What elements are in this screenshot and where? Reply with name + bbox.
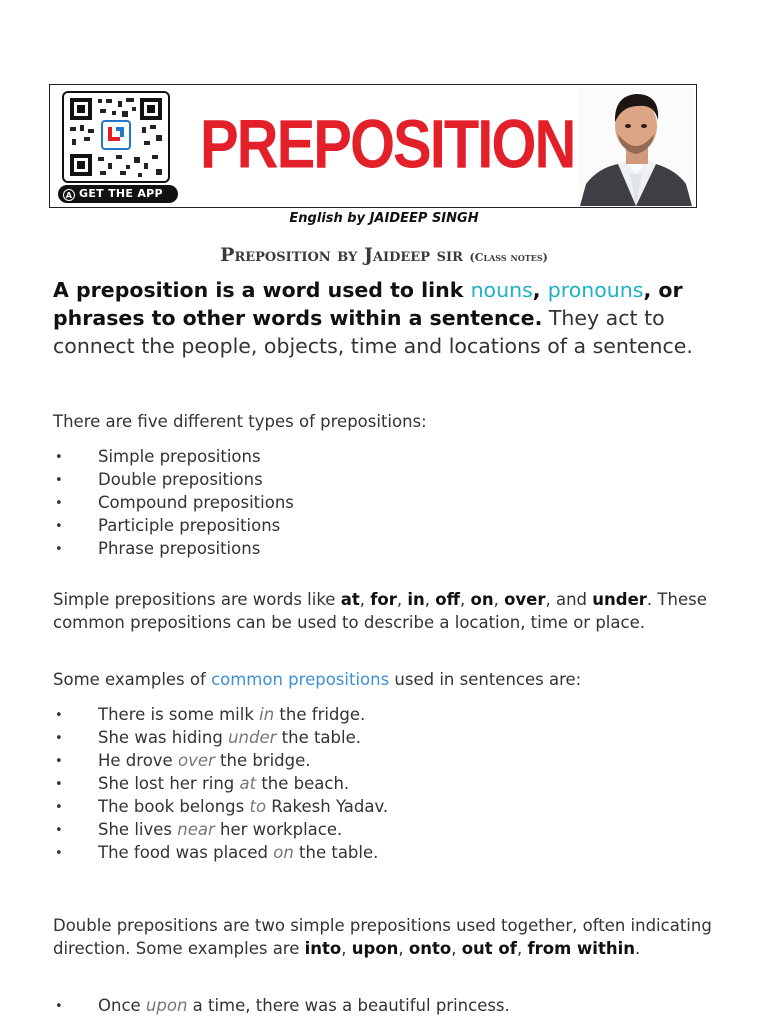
example-text: The food was placed — [98, 843, 274, 862]
double-examples-list — [53, 994, 510, 1017]
example-preposition: to — [249, 797, 267, 816]
list-item: • Compound prepositions — [53, 491, 294, 514]
list-item — [53, 818, 388, 841]
list-item: • Phrase prepositions — [53, 537, 294, 560]
prep-word: over — [504, 590, 546, 609]
intro-text-1: A preposition is a word used to link — [53, 278, 471, 302]
example-text: the beach. — [256, 774, 350, 793]
list-item: • Participle prepositions — [53, 514, 294, 537]
prep-word: out of — [461, 939, 517, 958]
list-item: • Double prepositions — [53, 468, 294, 491]
list-item — [53, 994, 510, 1017]
example-preposition: in — [259, 705, 275, 724]
separator: , — [341, 939, 352, 958]
types-intro: There are five different types of prepositions: — [53, 412, 427, 431]
example-text: the fridge. — [274, 705, 366, 724]
pronouns-link[interactable]: pronouns — [547, 278, 644, 302]
intro-text-3: They act to connect the people, objects, time and locations of a sentence. — [53, 306, 693, 358]
example-preposition: on — [273, 843, 294, 862]
prep-word: on — [470, 590, 494, 609]
common-prepositions-link[interactable]: common prepositions — [211, 670, 390, 689]
example-preposition: over — [177, 751, 215, 770]
separator: . — [646, 590, 653, 609]
prep-word: from within — [527, 939, 635, 958]
separator: , — [451, 939, 462, 958]
prep-word: off — [435, 590, 460, 609]
app-download-badge[interactable] — [58, 91, 174, 203]
examples-intro — [53, 668, 723, 691]
example-preposition: at — [239, 774, 257, 793]
example-text: her workplace. — [214, 820, 343, 839]
example-text: the table. — [293, 843, 379, 862]
separator: , — [459, 590, 471, 609]
qr-code-icon[interactable] — [62, 91, 170, 183]
nouns-link[interactable]: nouns — [470, 278, 533, 302]
app-icon: A — [63, 189, 75, 201]
example-text: She lost her ring — [98, 774, 240, 793]
prep-word: for — [370, 590, 397, 609]
header-banner — [49, 84, 697, 208]
separator: , — [493, 590, 505, 609]
list-item — [53, 795, 388, 818]
byline: English by JAIDEEP SINGH — [289, 211, 479, 226]
example-text: She lives — [98, 820, 178, 839]
prep-word: into — [304, 939, 342, 958]
simple-rest: These common prepositions can be used to describe a location, time or place. — [53, 590, 707, 632]
notes-title-main: Preposition by Jaideep sir — [220, 244, 463, 266]
notes-title-sub: (Class notes) — [469, 251, 548, 264]
notes-title — [0, 244, 768, 266]
separator: , — [516, 939, 528, 958]
simple-lead: Simple prepositions are words like — [53, 590, 341, 609]
example-text: the bridge. — [214, 751, 311, 770]
examples-list — [53, 703, 388, 864]
example-preposition: near — [177, 820, 215, 839]
separator: , — [396, 590, 408, 609]
list-item: • Simple prepositions — [53, 445, 294, 468]
get-the-app-button[interactable] — [58, 185, 178, 203]
example-preposition: upon — [145, 996, 188, 1015]
separator: , — [359, 590, 371, 609]
example-preposition: under — [228, 728, 277, 747]
example-text: There is some milk — [98, 705, 260, 724]
prep-word: upon — [351, 939, 399, 958]
prep-word: under — [592, 590, 647, 609]
separator: , — [398, 939, 409, 958]
example-text: the table. — [276, 728, 361, 747]
double-prepositions-paragraph — [53, 914, 723, 960]
example-text: She was hiding — [98, 728, 229, 747]
banner-title: PREPOSITION — [200, 106, 575, 183]
example-text: The book belongs — [98, 797, 250, 816]
simple-prepositions-paragraph — [53, 588, 723, 634]
list-item — [53, 841, 388, 864]
author-photo — [578, 88, 694, 206]
list-item — [53, 772, 388, 795]
example-text: a time, there was a beautiful princess. — [187, 996, 510, 1015]
prep-word: in — [407, 590, 425, 609]
get-the-app-label: GET THE APP — [79, 187, 163, 200]
prep-word: at — [340, 590, 360, 609]
double-lead: Double prepositions are two simple prepositions used together, often indicating direction. Some examples are — [53, 916, 712, 958]
list-item — [53, 703, 388, 726]
list-item — [53, 749, 388, 772]
example-text: He drove — [98, 751, 178, 770]
separator: , and — [545, 590, 593, 609]
types-list — [53, 445, 294, 560]
examples-intro-after: used in sentences are: — [389, 670, 582, 689]
intro-comma: , — [532, 278, 548, 302]
example-text: Once — [98, 996, 146, 1015]
example-text: Rakesh Yadav. — [266, 797, 389, 816]
list-item — [53, 726, 388, 749]
intro-paragraph — [53, 276, 723, 360]
examples-intro-before: Some examples of — [53, 670, 212, 689]
separator: , — [424, 590, 436, 609]
intro-text-2: , or phrases to other words within a sentence. — [53, 278, 683, 330]
prep-word: onto — [408, 939, 452, 958]
separator: . — [634, 939, 641, 958]
